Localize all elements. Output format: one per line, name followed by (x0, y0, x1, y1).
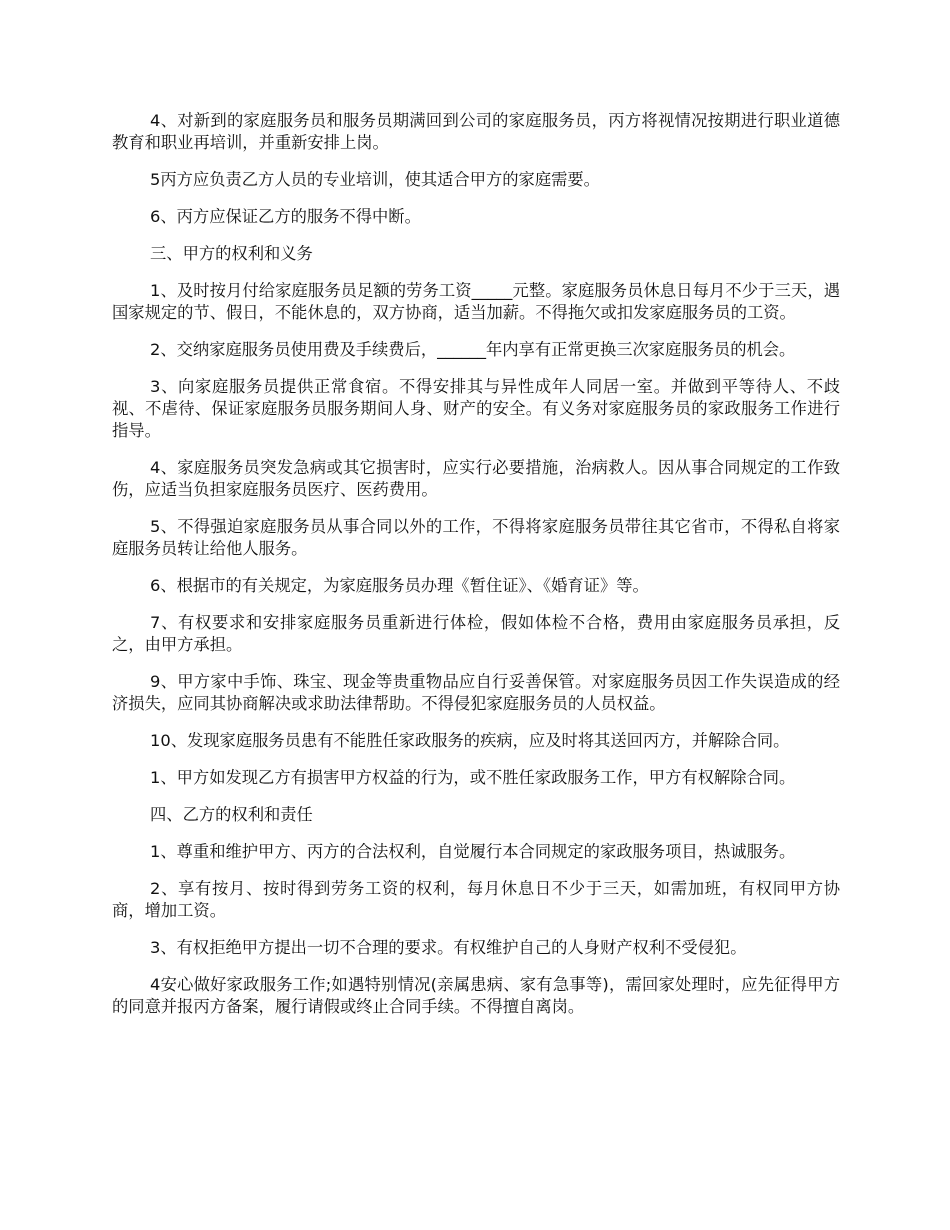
paragraph: 2、享有按月、按时得到劳务工资的权利，每月休息日不少于三天，如需加班，有权同甲方协商，增加工资。 (112, 879, 840, 920)
paragraph: 6、根据市的有关规定，为家庭服务员办理《暂住证》、《婚育证》等。 (150, 576, 649, 595)
paragraph: 4安心做好家政服务工作;如遇特别情况(亲属患病、家有急事等)，需回家处理时，应先征得甲方的同意并报丙方备案，履行请假或终止合同手续。不得擅自离岗。 (112, 975, 840, 1016)
paragraph: 3、向家庭服务员提供正常食宿。不得安排其与异性成年人同居一室。并做到平等待人、不歧视、不虐待、保证家庭服务员服务期间人身、财产的安全。有义务对家庭服务员的家政服务工作进行指导。 (112, 377, 840, 440)
section-heading: 四、乙方的权利和责任 (150, 805, 313, 824)
paragraph: 1、尊重和维护甲方、丙方的合法权利，自觉履行本合同规定的家政服务项目，热诚服务。 (150, 842, 796, 861)
paragraph: 3、有权拒绝甲方提出一切不合理的要求。有权维护自己的人身财产权利不受侵犯。 (150, 938, 747, 957)
paragraph: 10、发现家庭服务员患有不能胜任家政服务的疾病，应及时将其送回丙方，并解除合同。 (150, 731, 790, 750)
paragraph: 4、对新到的家庭服务员和服务员期满回到公司的家庭服务员，丙方将视情况按期进行职业道德教育和职业再培训，并重新安排上岗。 (112, 111, 840, 152)
section-heading: 三、甲方的权利和义务 (150, 244, 313, 263)
paragraph: 6、丙方应保证乙方的服务不得中断。 (150, 207, 421, 226)
paragraph: 1、甲方如发现乙方有损害甲方权益的行为，或不胜任家政服务工作，甲方有权解除合同。 (150, 768, 796, 787)
paragraph: 4、家庭服务员突发急病或其它损害时，应实行必要措施，治病救人。因从事合同规定的工作致伤，应适当负担家庭服务员医疗、医药费用。 (112, 458, 840, 499)
paragraph: 1、及时按月付给家庭服务员足额的劳务工资_____元整。家庭服务员休息日每月不少于三天，遇国家规定的节、假日，不能休息的，双方协商，适当加薪。不得拖欠或扣发家庭服务员的工资。 (112, 281, 840, 322)
document-body (112, 110, 840, 1033)
paragraph: 5、不得强迫家庭服务员从事合同以外的工作，不得将家庭服务员带往其它省市，不得私自将家庭服务员转让给他人服务。 (112, 517, 840, 558)
paragraph: 5丙方应负责乙方人员的专业培训，使其适合甲方的家庭需要。 (150, 170, 600, 189)
paragraph: 7、有权要求和安排家庭服务员重新进行体检，假如体检不合格，费用由家庭服务员承担，反之，由甲方承担。 (112, 613, 840, 654)
paragraph: 2、交纳家庭服务员使用费及手续费后，______年内享有正常更换三次家庭服务员的机会。 (150, 340, 796, 359)
paragraph: 9、甲方家中手饰、珠宝、现金等贵重物品应自行妥善保管。对家庭服务员因工作失误造成的经济损失，应同其协商解决或求助法律帮助。不得侵犯家庭服务员的人员权益。 (112, 672, 840, 713)
